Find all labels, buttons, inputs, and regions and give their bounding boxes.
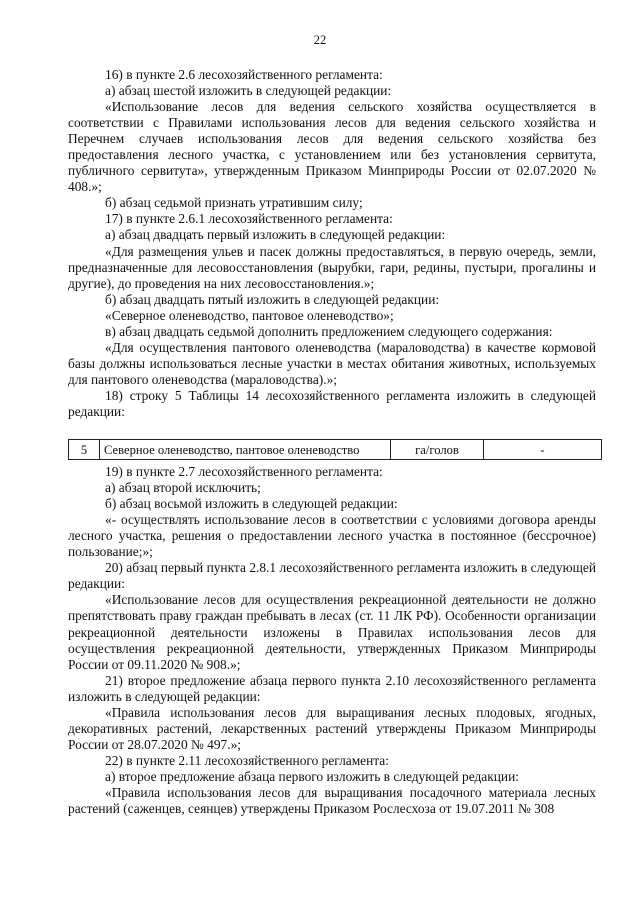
paragraph-18-heading: 18) строку 5 Таблицы 14 лесохозяйственного регламента изложить в следующей редакции:	[68, 387, 596, 419]
table-cell-number: 5	[69, 440, 100, 460]
paragraph-19b: б) абзац восьмой изложить в следующей редакции:	[105, 496, 398, 512]
paragraph-21-text: «Правила использования лесов для выращивания лесных плодовых, ягодных, декоративных растений, лекарственных растений утверждены Приказом Минприроды России от 28.07.2020 № 497.»;	[68, 704, 596, 752]
regulation-table	[68, 439, 602, 460]
paragraph-16a-text: «Использование лесов для ведения сельского хозяйства осуществляется в соответствии с Правилами использования лесов для ведения сельского хозяйства и Перечнем случаев использования лесов для ведения сельского хозяйства без предоставления лесного участка, с установлением или без установления сервитута, публичного сервитута», утвержденным Приказом Минприроды России от 02.07.2020 № 408.»;	[68, 99, 596, 195]
paragraph-17v-text: «Для осуществления пантового оленеводства (мараловодства) в качестве кормовой базы должны использоваться лесные участки в местах обитания животных, используемых для пантового оленеводства (мараловодства).»;	[68, 339, 596, 387]
document-body	[68, 67, 596, 817]
paragraph-17b-text: «Северное оленеводство, пантовое оленеводство»;	[105, 307, 394, 323]
paragraph-17a: а) абзац двадцать первый изложить в следующей редакции:	[105, 227, 446, 243]
paragraph-22-heading: 22) в пункте 2.11 лесохозяйственного регламента:	[105, 752, 389, 768]
paragraph-21-heading: 21) второе предложение абзаца первого пункта 2.10 лесохозяйственного регламента изложить в следующей редакции:	[68, 672, 596, 704]
table-cell-unit: га/голов	[391, 440, 484, 460]
paragraph-22a-text: «Правила использования лесов для выращивания посадочного материала лесных растений (саженцев, сеянцев) утверждены Приказом Рослесхоза от 19.07.2011 № 308	[68, 784, 596, 817]
paragraph-17-heading: 17) в пункте 2.6.1 лесохозяйственного регламента:	[105, 211, 393, 227]
paragraph-20-text: «Использование лесов для осуществления рекреационной деятельности не должно препятствовать праву граждан пребывать в лесах (ст. 11 ЛК РФ). Особенности организации рекреационной деятельности изложены в Правилах использования лесов для осуществления рекреационной деятельности, утвержденных Приказом Минприроды России от 09.11.2020 № 908.»;	[68, 592, 596, 672]
table-cell-name: Северное оленеводство, пантовое оленеводство	[100, 440, 391, 460]
paragraph-16-heading: 16) в пункте 2.6 лесохозяйственного регламента:	[105, 67, 383, 82]
paragraph-17a-text: «Для размещения ульев и пасек должны предоставляться, в первую очередь, земли, предназначенные для лесовосстановления (вырубки, гари, редины, пустыри, прогалины и другие), до проведения на них лесовосстановления.»;	[68, 243, 596, 291]
paragraph-19-heading: 19) в пункте 2.7 лесохозяйственного регламента:	[105, 464, 383, 480]
paragraph-22a: а) второе предложение абзаца первого изложить в следующей редакции:	[105, 768, 519, 784]
paragraph-19a: а) абзац второй исключить;	[105, 480, 261, 496]
table-row	[69, 440, 602, 460]
page-number: 22	[313, 33, 327, 47]
table-14-row-5	[68, 439, 596, 460]
paragraph-19b-text: «- осуществлять использование лесов в соответствии с условиями договора аренды лесного участка, решения о предоставлении лесного участка в постоянное (бессрочное) пользование;»;	[68, 512, 596, 560]
table-cell-value: -	[484, 440, 602, 460]
paragraph-20-heading: 20) абзац первый пункта 2.8.1 лесохозяйственного регламента изложить в следующей редакции:	[68, 560, 596, 592]
paragraph-17v: в) абзац двадцать седьмой дополнить предложением следующего содержания:	[105, 323, 553, 339]
paragraph-16a: а) абзац шестой изложить в следующей редакции:	[105, 83, 392, 99]
paragraph-16b: б) абзац седьмой признать утратившим силу;	[105, 195, 363, 211]
paragraph-17b: б) абзац двадцать пятый изложить в следующей редакции:	[105, 291, 440, 307]
